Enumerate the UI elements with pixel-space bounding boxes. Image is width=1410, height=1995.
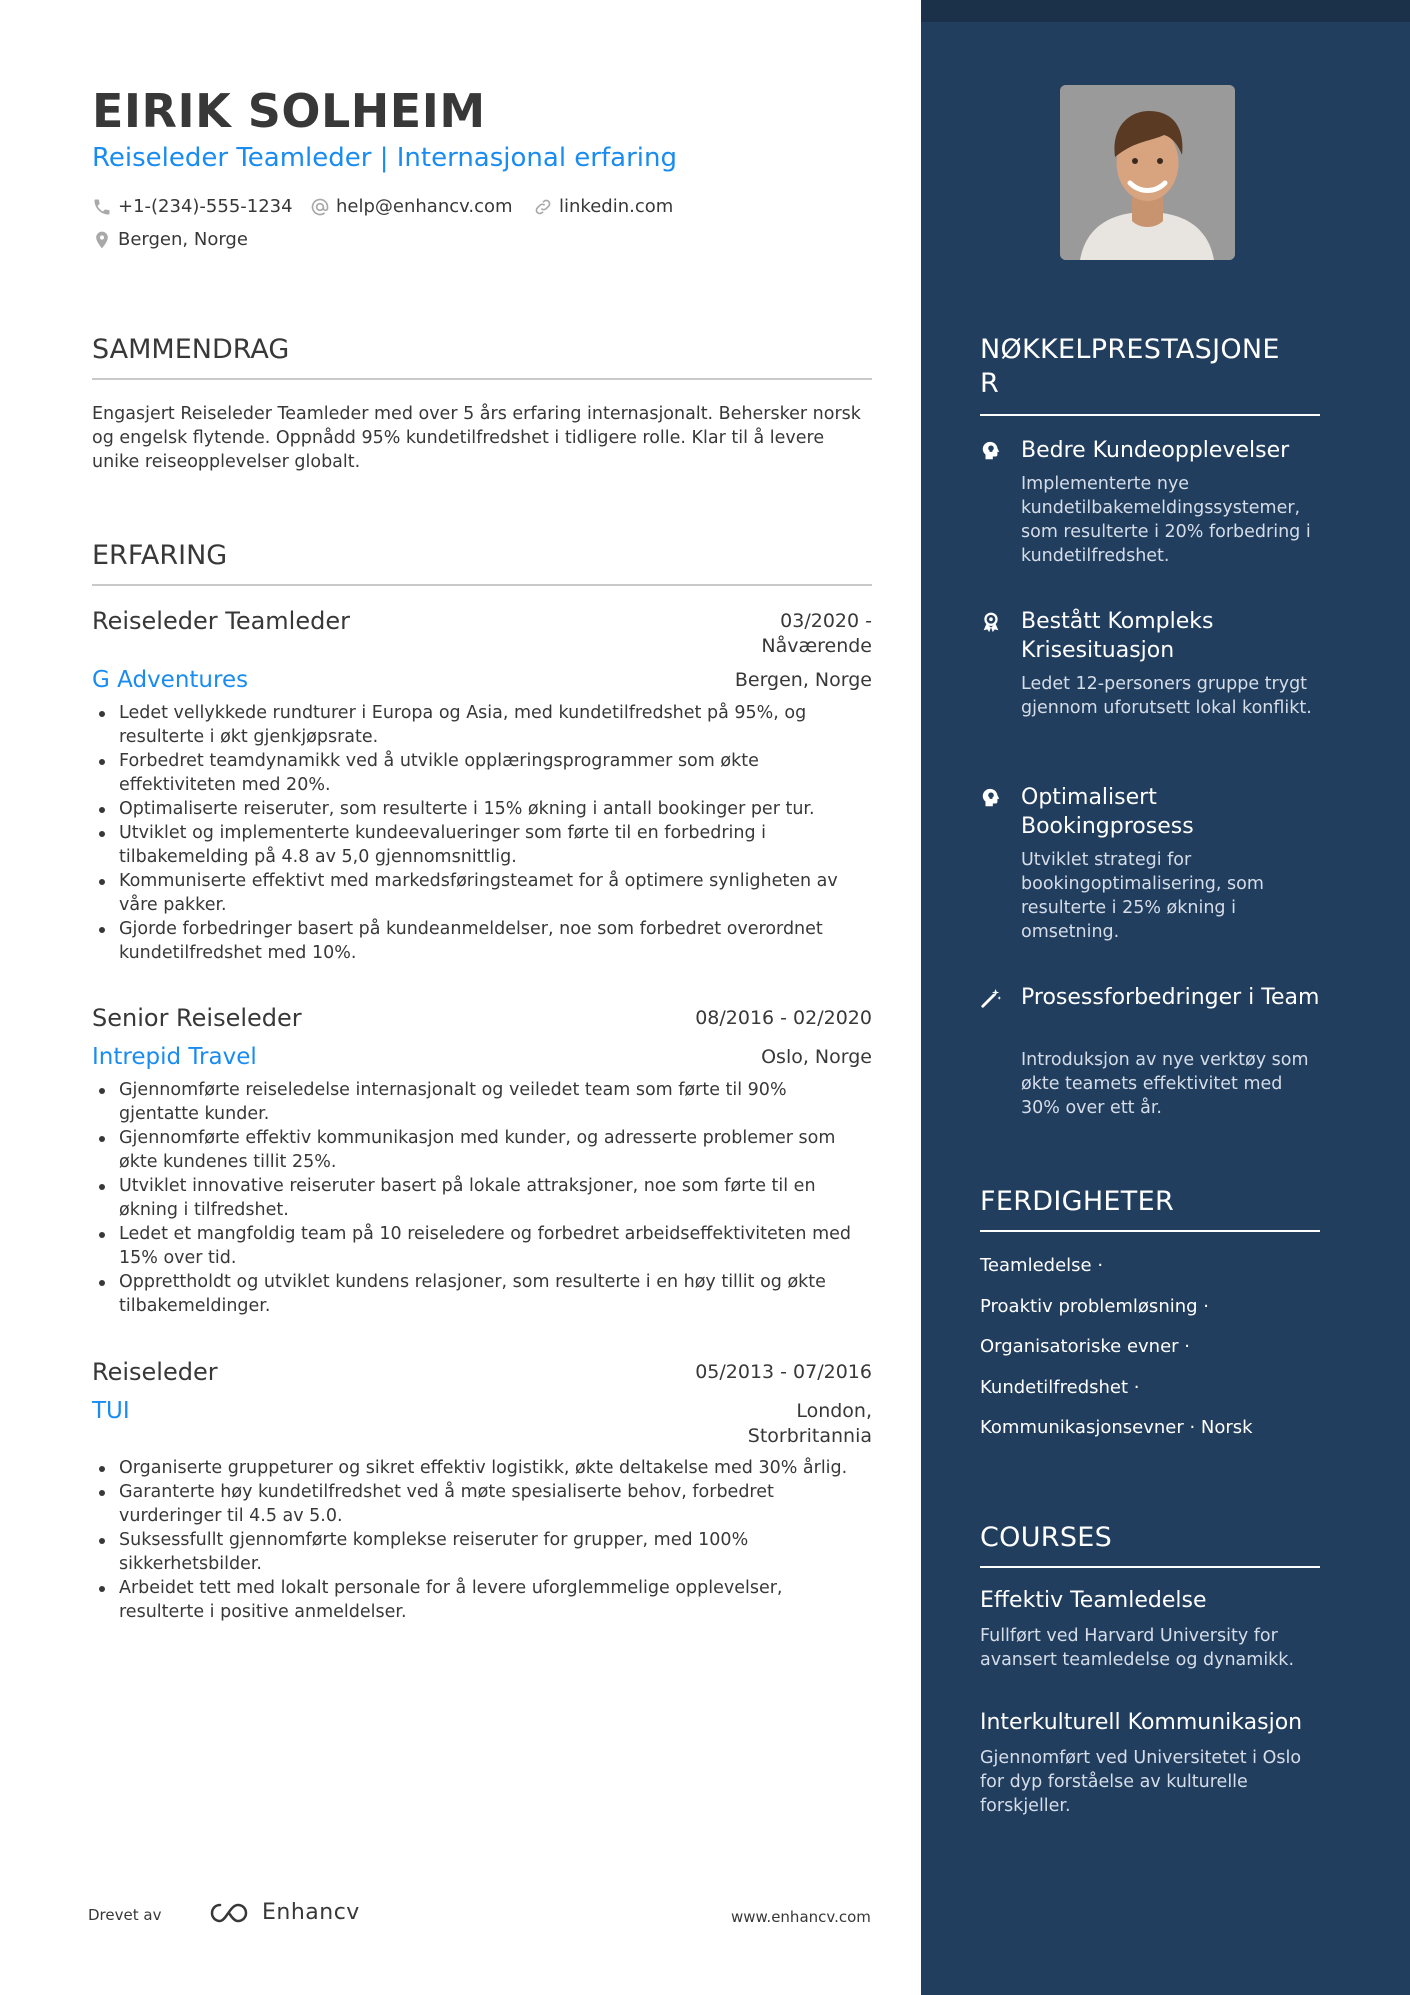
sidebar-top-band bbox=[921, 0, 1410, 22]
magic-wand-icon bbox=[980, 987, 1002, 1009]
summary-text: Engasjert Reiseleder Teamleder med over 5 års erfaring internasjonalt. Behersker norsk og engelsk flytende. Oppnådd 95% kundetilfredshet i tidligere rolle. Klar til å levere unike reiseopplevelser globalt. bbox=[92, 404, 861, 472]
profile-photo bbox=[1060, 85, 1235, 260]
job-date-line: 03/2020 - bbox=[780, 610, 872, 632]
achievement-title: Bedre Kundeopplevelser bbox=[1021, 438, 1290, 463]
job-dates bbox=[695, 1006, 872, 1031]
achievement-title: Bestått Kompleks Krisesituasjon bbox=[1021, 609, 1214, 663]
bullet-item: Utviklet innovative reiseruter basert på lokale attraksjoner, noe som førte til en økning i tilfredshet. bbox=[92, 1174, 872, 1222]
job-location-line: London, bbox=[796, 1400, 872, 1422]
job-title: Reiseleder bbox=[92, 1358, 218, 1386]
bullet-item: Optimaliserte reiseruter, som resulterte i 15% økning i antall bookinger per tur. bbox=[92, 797, 872, 821]
at-sign-icon bbox=[310, 197, 330, 217]
skill-item: Teamledelse · bbox=[980, 1255, 1104, 1276]
location-pin-icon bbox=[92, 230, 112, 250]
experience-divider bbox=[92, 584, 872, 586]
phone-icon bbox=[92, 197, 112, 217]
bullet-item: Suksessfullt gjennomførte komplekse reiseruter for grupper, med 100% sikkerhetsbilder. bbox=[92, 1528, 872, 1576]
job-date-line: 08/2016 - 02/2020 bbox=[695, 1007, 872, 1029]
achievement-description: Introduksjon av nye verktøy som økte teamets effektivitet med 30% over ett år. bbox=[1021, 1050, 1309, 1118]
achievements-heading-line: R bbox=[980, 368, 1000, 399]
bullet-item: Utviklet og implementerte kundeevalueringer som førte til en forbedring i tilbakemelding på 4.8 av 5,0 gjennomsnittlig. bbox=[92, 821, 872, 869]
candidate-headline: Reiseleder Teamleder | Internasjonal erfaring bbox=[92, 143, 677, 173]
job-entry bbox=[92, 1358, 872, 1658]
powered-by-label: Drevet av bbox=[88, 1906, 162, 1924]
skill-item: Proaktiv problemløsning · bbox=[980, 1296, 1209, 1317]
experience-heading: ERFARING bbox=[92, 540, 228, 571]
job-entry bbox=[92, 1004, 872, 1324]
achievement-item bbox=[980, 436, 1320, 576]
job-location bbox=[761, 1045, 872, 1070]
enhancv-logo[interactable] bbox=[208, 1900, 360, 1925]
job-dates bbox=[761, 609, 872, 659]
sidebar bbox=[921, 0, 1410, 1995]
achievements-divider bbox=[980, 414, 1320, 416]
contact-phone[interactable] bbox=[92, 196, 293, 217]
course-title: Effektiv Teamledelse bbox=[980, 1588, 1207, 1613]
job-title: Senior Reiseleder bbox=[92, 1004, 302, 1032]
achievement-description: Utviklet strategi for bookingoptimalisering, som resulterte i 25% økning i omsetning. bbox=[1021, 850, 1264, 942]
achievement-title: Prosessforbedringer i Team bbox=[1021, 985, 1320, 1010]
skill-item: Kundetilfredshet · bbox=[980, 1377, 1140, 1398]
achievement-description: Implementerte nye kundetilbakemeldingssystemer, som resulterte i 20% forbedring i kundetilfredshet. bbox=[1021, 474, 1311, 566]
courses-divider bbox=[980, 1566, 1320, 1568]
achievements-heading-line: NØKKELPRESTASJONE bbox=[980, 334, 1280, 365]
contact-email[interactable] bbox=[310, 196, 513, 217]
job-date-line: Nåværende bbox=[761, 635, 872, 657]
job-company: Intrepid Travel bbox=[92, 1044, 257, 1070]
lightbulb-head-icon bbox=[980, 787, 1002, 809]
courses-heading: COURSES bbox=[980, 1522, 1113, 1553]
bullet-item: Kommuniserte effektivt med markedsføringsteamet for å optimere synligheten av våre pakker. bbox=[92, 869, 872, 917]
job-bullets bbox=[92, 1456, 872, 1624]
achievements-heading bbox=[980, 333, 1320, 401]
summary-divider bbox=[92, 378, 872, 380]
job-entry bbox=[92, 607, 872, 967]
bullet-item: Garanterte høy kundetilfredshet ved å møte spesialiserte behov, forbedret vurderinger til 4.5 av 5.0. bbox=[92, 1480, 872, 1528]
candidate-name: EIRIK SOLHEIM bbox=[92, 84, 486, 138]
location-text: Bergen, Norge bbox=[118, 229, 248, 250]
job-location bbox=[735, 668, 872, 693]
achievement-item bbox=[980, 607, 1320, 757]
skill-item: Kommunikasjonsevner · Norsk bbox=[980, 1417, 1253, 1438]
job-company: TUI bbox=[92, 1398, 130, 1424]
skills-heading: FERDIGHETER bbox=[980, 1186, 1175, 1217]
bullet-item: Gjorde forbedringer basert på kundeanmeldelser, noe som forbedret overordnet kundetilfredshet med 10%. bbox=[92, 917, 872, 965]
achievement-description: Ledet 12-personers gruppe trygt gjennom uforutsett lokal konflikt. bbox=[1021, 674, 1312, 718]
skill-item: Organisatoriske evner · bbox=[980, 1336, 1191, 1357]
job-location-line: Oslo, Norge bbox=[761, 1046, 872, 1068]
job-bullets bbox=[92, 701, 872, 965]
bullet-item: Organiserte gruppeturer og sikret effektiv logistikk, økte deltakelse med 30% årlig. bbox=[92, 1456, 872, 1480]
linkedin-text: linkedin.com bbox=[559, 196, 674, 217]
enhancv-logo-text: Enhancv bbox=[262, 1900, 360, 1925]
job-company: G Adventures bbox=[92, 667, 249, 693]
bullet-item: Ledet et mangfoldig team på 10 reiseledere og forbedret arbeidseffektiviteten med 15% over tid. bbox=[92, 1222, 872, 1270]
bullet-item: Ledet vellykkede rundturer i Europa og Asia, med kundetilfredshet på 95%, og resulterte i økt gjenkjøpsrate. bbox=[92, 701, 872, 749]
job-title: Reiseleder Teamleder bbox=[92, 607, 350, 635]
phone-text: +1-(234)-555-1234 bbox=[118, 196, 293, 217]
enhancv-infinity-icon bbox=[208, 1901, 254, 1925]
bullet-item: Opprettholdt og utviklet kundens relasjoner, som resulterte i en høy tillit og økte tilbakemeldinger. bbox=[92, 1270, 872, 1318]
footer-url[interactable]: www.enhancv.com bbox=[731, 1908, 871, 1926]
course-description: Gjennomført ved Universitetet i Oslo for dyp forståelse av kulturelle forskjeller. bbox=[980, 1748, 1302, 1816]
job-bullets bbox=[92, 1078, 872, 1318]
email-text: help@enhancv.com bbox=[336, 196, 513, 217]
job-dates bbox=[695, 1360, 872, 1385]
achievement-item bbox=[980, 783, 1320, 953]
job-location-line: Storbritannia bbox=[747, 1425, 872, 1447]
job-location bbox=[748, 1399, 872, 1449]
award-ribbon-icon bbox=[980, 611, 1002, 633]
course-title: Interkulturell Kommunikasjon bbox=[980, 1710, 1303, 1735]
contact-linkedin[interactable] bbox=[533, 196, 673, 217]
job-date-line: 05/2013 - 07/2016 bbox=[695, 1361, 872, 1383]
contact-location bbox=[92, 229, 248, 250]
link-icon bbox=[533, 197, 553, 217]
bullet-item: Gjennomførte effektiv kommunikasjon med kunder, og adresserte problemer som økte kundenes tillit 25%. bbox=[92, 1126, 872, 1174]
lightbulb-head-icon bbox=[980, 440, 1002, 462]
bullet-item: Forbedret teamdynamikk ved å utvikle opplæringsprogrammer som økte effektiviteten med 20%. bbox=[92, 749, 872, 797]
course-description: Fullført ved Harvard University for avansert teamledelse og dynamikk. bbox=[980, 1626, 1295, 1670]
job-location-line: Bergen, Norge bbox=[734, 669, 872, 691]
achievement-title: Optimalisert Bookingprosess bbox=[1021, 785, 1194, 839]
summary-heading: SAMMENDRAG bbox=[92, 334, 290, 365]
person-avatar-icon bbox=[1060, 85, 1235, 260]
achievement-item bbox=[980, 983, 1320, 1133]
skills-divider bbox=[980, 1230, 1320, 1232]
bullet-item: Arbeidet tett med lokalt personale for å levere uforglemmelige opplevelser, resulterte i positive anmeldelser. bbox=[92, 1576, 872, 1624]
bullet-item: Gjennomførte reiseledelse internasjonalt og veiledet team som førte til 90% gjentatte kunder. bbox=[92, 1078, 872, 1126]
